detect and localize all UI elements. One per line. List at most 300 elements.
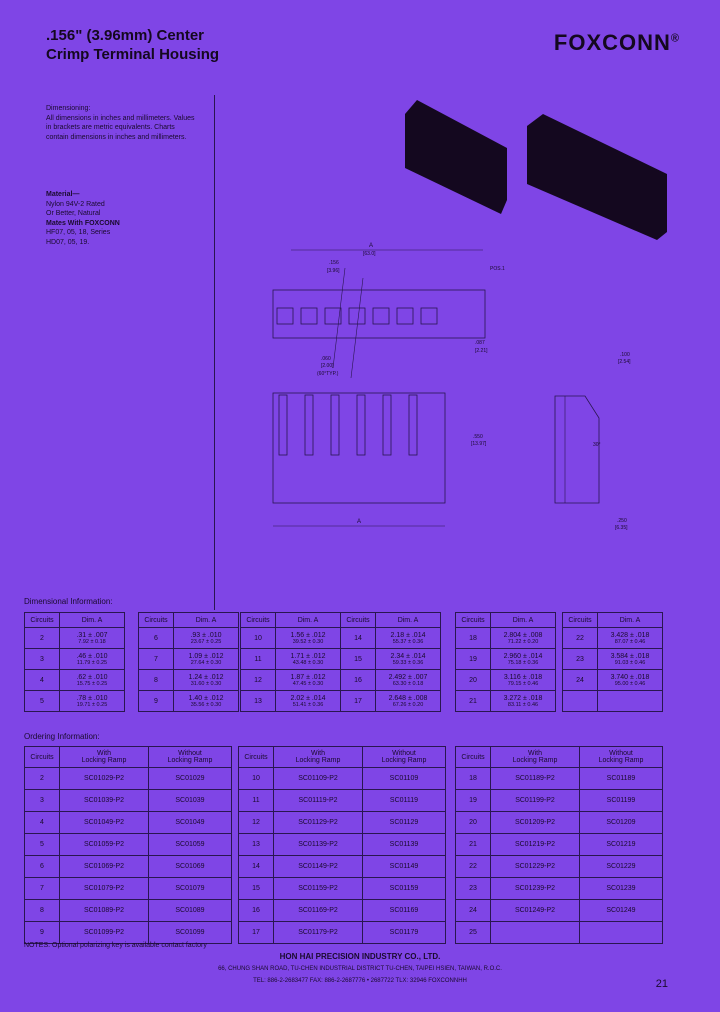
dim-mm: 27.64 ± 0.30 bbox=[190, 659, 222, 666]
ord-without-part: SC01049 bbox=[149, 812, 232, 834]
col-circuits: Circuits bbox=[239, 747, 274, 768]
dim-row bbox=[139, 670, 239, 691]
footer-notes: NOTES: Optional polarizing key is available contact factory bbox=[24, 942, 207, 949]
dim-mm: 31.60 ± 0.30 bbox=[190, 680, 222, 687]
ord-with-part: SC01169-P2 bbox=[274, 900, 363, 922]
dim-inch: 1.71 ± .012 bbox=[290, 652, 326, 660]
ord-row bbox=[456, 768, 663, 790]
dim-inch: .62 ± .010 bbox=[76, 673, 108, 681]
dim-circuit: 16 bbox=[341, 670, 376, 691]
dim-row bbox=[341, 691, 441, 712]
ord-row bbox=[239, 900, 446, 922]
company-name: HON HAI PRECISION INDUSTRY CO., LTD. bbox=[279, 952, 441, 961]
dim-mm: 63.30 ± 0.18 bbox=[392, 680, 424, 687]
dim-a-top: A bbox=[369, 243, 374, 249]
dim-mm: 35.56 ± 0.30 bbox=[190, 701, 222, 708]
ord-without-part: SC01069 bbox=[149, 856, 232, 878]
ord-circuit: 23 bbox=[456, 878, 491, 900]
dim-inch: .31 ± .007 bbox=[76, 631, 108, 639]
ord-without-part: SC01199 bbox=[580, 790, 663, 812]
ord-header-row bbox=[456, 747, 663, 768]
ord-without-part: SC01239 bbox=[580, 878, 663, 900]
dim-circuit: 10 bbox=[241, 628, 276, 649]
ord-row bbox=[25, 812, 232, 834]
ord-with-part: SC01239-P2 bbox=[491, 878, 580, 900]
dim-row bbox=[241, 628, 341, 649]
ord-without-part: SC01139 bbox=[363, 834, 446, 856]
dim-row bbox=[456, 691, 556, 712]
col-dim-a: Dim. A bbox=[491, 613, 556, 628]
dim-250-mm: [6.35] bbox=[615, 525, 628, 531]
ord-without-part: SC01079 bbox=[149, 878, 232, 900]
col-without-line2: Locking Ramp bbox=[381, 757, 427, 764]
ord-without-part: SC01159 bbox=[363, 878, 446, 900]
dim-typ: (60°TYP.) bbox=[317, 371, 339, 377]
dim-circuit: 13 bbox=[241, 691, 276, 712]
col-with-line2: Locking Ramp bbox=[81, 757, 127, 764]
ord-with-part: SC01059-P2 bbox=[60, 834, 149, 856]
dim-circuit: 11 bbox=[241, 649, 276, 670]
dim-060: .060 bbox=[321, 356, 331, 362]
dim-value bbox=[276, 691, 341, 712]
dim-value bbox=[598, 649, 663, 670]
ord-row bbox=[25, 768, 232, 790]
dim-circuit: 17 bbox=[341, 691, 376, 712]
pin-cavities bbox=[277, 308, 437, 324]
title-line-2: Crimp Terminal Housing bbox=[46, 46, 220, 63]
col-with bbox=[491, 747, 580, 768]
dim-circuit: 18 bbox=[456, 628, 491, 649]
dim-header-row bbox=[563, 613, 663, 628]
dim-circuit: 20 bbox=[456, 670, 491, 691]
dim-mm: 59.33 ± 0.36 bbox=[392, 659, 424, 666]
page-title bbox=[46, 26, 219, 64]
ord-without-part: SC01189 bbox=[580, 768, 663, 790]
dim-value bbox=[276, 628, 341, 649]
ord-header-row bbox=[25, 747, 232, 768]
dim-mm: 47.45 ± 0.30 bbox=[292, 680, 324, 687]
ord-table bbox=[238, 746, 446, 944]
dimensioning-heading: Dimensioning: bbox=[46, 105, 91, 112]
ord-without-part: SC01219 bbox=[580, 834, 663, 856]
ord-row bbox=[239, 856, 446, 878]
dim-inch: 2.02 ± .014 bbox=[290, 694, 326, 702]
dim-250: .250 bbox=[617, 518, 627, 524]
col-with bbox=[60, 747, 149, 768]
ord-circuit: 12 bbox=[239, 812, 274, 834]
col-dim-a: Dim. A bbox=[174, 613, 239, 628]
ord-circuit: 3 bbox=[25, 790, 60, 812]
dim-value bbox=[376, 691, 441, 712]
dim-mm: 83.11 ± 0.46 bbox=[507, 701, 539, 708]
ord-row bbox=[456, 812, 663, 834]
ord-with-part: SC01119-P2 bbox=[274, 790, 363, 812]
dim-value bbox=[174, 670, 239, 691]
dim-row bbox=[25, 628, 125, 649]
dim-row bbox=[241, 649, 341, 670]
col-with-line1: With bbox=[528, 750, 542, 757]
ord-circuit: 16 bbox=[239, 900, 274, 922]
ord-row bbox=[456, 834, 663, 856]
dim-circuit: 3 bbox=[25, 649, 60, 670]
dim-circuit: 12 bbox=[241, 670, 276, 691]
dim-value bbox=[491, 649, 556, 670]
ord-circuit: 2 bbox=[25, 768, 60, 790]
col-with-line1: With bbox=[311, 750, 325, 757]
col-without-line1: Without bbox=[178, 750, 202, 757]
dim-mm: 7.92 ± 0.18 bbox=[78, 638, 106, 645]
dim-circuit: 22 bbox=[563, 628, 598, 649]
ord-with-part: SC01099-P2 bbox=[60, 922, 149, 944]
ord-row bbox=[25, 878, 232, 900]
dim-circuit: 6 bbox=[139, 628, 174, 649]
registered-mark: ® bbox=[670, 32, 680, 45]
dim-100-mm: [2.54] bbox=[618, 359, 631, 365]
dim-circuit: 23 bbox=[563, 649, 598, 670]
dim-inch: 1.09 ± .012 bbox=[188, 652, 224, 660]
ord-circuit: 19 bbox=[456, 790, 491, 812]
dim-inch: 1.56 ± .012 bbox=[290, 631, 326, 639]
dim-circuit: 8 bbox=[139, 670, 174, 691]
col-without bbox=[149, 747, 232, 768]
col-with-line2: Locking Ramp bbox=[512, 757, 558, 764]
material-text-2: Or Better, Natural bbox=[46, 210, 101, 217]
material-heading: Material— bbox=[46, 191, 80, 198]
dim-row bbox=[341, 670, 441, 691]
dim-inch: 2.804 ± .008 bbox=[503, 631, 543, 639]
company-contact: TEL: 886-2-2683477 FAX: 886-2-2687776 • 2687722 TLX: 32946 FOXCONNHH bbox=[253, 978, 467, 984]
ord-with-part: SC01209-P2 bbox=[491, 812, 580, 834]
ord-without-part: SC01099 bbox=[149, 922, 232, 944]
dim-row bbox=[563, 649, 663, 670]
ord-without-part: SC01119 bbox=[363, 790, 446, 812]
dim-inch: 3.116 ± .018 bbox=[503, 673, 543, 681]
col-dim-a: Dim. A bbox=[276, 613, 341, 628]
ord-with-part: SC01109-P2 bbox=[274, 768, 363, 790]
dim-inch: 2.34 ± .014 bbox=[390, 652, 426, 660]
ord-without-part: SC01179 bbox=[363, 922, 446, 944]
ord-with-part: SC01079-P2 bbox=[60, 878, 149, 900]
column-divider bbox=[214, 95, 215, 610]
dim-mm: 15.75 ± 0.25 bbox=[76, 680, 108, 687]
col-dim-a: Dim. A bbox=[60, 613, 125, 628]
dim-value bbox=[376, 649, 441, 670]
housing-photo-right bbox=[527, 114, 667, 240]
dim-header-row bbox=[341, 613, 441, 628]
dim-angle: 30° bbox=[593, 442, 601, 448]
dim-mm: 87.07 ± 0.46 bbox=[614, 638, 646, 645]
dim-value bbox=[598, 670, 663, 691]
dim-060-mm: [2.00] bbox=[321, 363, 334, 369]
dim-mm: 55.37 ± 0.36 bbox=[392, 638, 424, 645]
ord-row bbox=[456, 878, 663, 900]
dim-circuit: 5 bbox=[25, 691, 60, 712]
mates-text-1: HF07, 05, 18, Series bbox=[46, 229, 111, 236]
dim-value bbox=[174, 691, 239, 712]
col-with-line2: Locking Ramp bbox=[295, 757, 341, 764]
ord-circuit: 13 bbox=[239, 834, 274, 856]
ord-table bbox=[455, 746, 663, 944]
dim-value bbox=[276, 670, 341, 691]
foxconn-logo bbox=[554, 30, 680, 56]
col-without bbox=[580, 747, 663, 768]
dim-mm: 67.26 ± 0.20 bbox=[392, 701, 424, 708]
dim-inch: .46 ± .010 bbox=[76, 652, 108, 660]
ord-circuit: 11 bbox=[239, 790, 274, 812]
ord-circuit: 5 bbox=[25, 834, 60, 856]
dim-inch: 2.492 ± .007 bbox=[388, 673, 428, 681]
dim-inch: 3.428 ± .018 bbox=[610, 631, 650, 639]
col-circuits: Circuits bbox=[456, 747, 491, 768]
dim-row bbox=[25, 649, 125, 670]
dim-table bbox=[24, 612, 125, 712]
ord-without-part: SC01129 bbox=[363, 812, 446, 834]
dim-value bbox=[491, 628, 556, 649]
dim-value bbox=[60, 670, 125, 691]
col-circuits: Circuits bbox=[456, 613, 491, 628]
ord-with-part: SC01069-P2 bbox=[60, 856, 149, 878]
dim-circuit: 14 bbox=[341, 628, 376, 649]
col-dim-a: Dim. A bbox=[598, 613, 663, 628]
ord-with-part: SC01139-P2 bbox=[274, 834, 363, 856]
ord-row bbox=[239, 812, 446, 834]
dim-row bbox=[241, 691, 341, 712]
dim-circuit: 9 bbox=[139, 691, 174, 712]
ord-row bbox=[25, 922, 232, 944]
ord-circuit: 18 bbox=[456, 768, 491, 790]
ord-without-part: SC01209 bbox=[580, 812, 663, 834]
ord-circuit: 4 bbox=[25, 812, 60, 834]
ord-row bbox=[456, 790, 663, 812]
dim-circuit: 24 bbox=[563, 670, 598, 691]
dim-row bbox=[563, 628, 663, 649]
dim-header-row bbox=[25, 613, 125, 628]
dim-row bbox=[341, 649, 441, 670]
ord-without-part: SC01249 bbox=[580, 900, 663, 922]
dim-value bbox=[60, 649, 125, 670]
ord-table bbox=[24, 746, 232, 944]
ord-with-part: SC01039-P2 bbox=[60, 790, 149, 812]
dim-inch: 3.272 ± .018 bbox=[503, 694, 543, 702]
dim-row bbox=[563, 691, 663, 712]
ord-with-part: SC01229-P2 bbox=[491, 856, 580, 878]
ord-with-part: SC01249-P2 bbox=[491, 900, 580, 922]
dim-inch: 1.87 ± .012 bbox=[290, 673, 326, 681]
dim-mm: 79.15 ± 0.46 bbox=[507, 680, 539, 687]
mates-heading: Mates With FOXCONN bbox=[46, 219, 120, 227]
dim-inch: 3.740 ± .018 bbox=[610, 673, 650, 681]
dim-mm: 19.71 ± 0.25 bbox=[76, 701, 108, 708]
dim-087: .087 bbox=[475, 340, 485, 346]
ord-with-part: SC01149-P2 bbox=[274, 856, 363, 878]
ord-row bbox=[25, 856, 232, 878]
dim-row bbox=[139, 691, 239, 712]
ord-without-part bbox=[580, 922, 663, 944]
dim-mm: 51.41 ± 0.36 bbox=[292, 701, 324, 708]
ord-with-part: SC01029-P2 bbox=[60, 768, 149, 790]
dim-row bbox=[139, 628, 239, 649]
dim-row bbox=[456, 628, 556, 649]
ord-with-part: SC01089-P2 bbox=[60, 900, 149, 922]
dim-087-mm: [2.21] bbox=[475, 348, 488, 354]
title-line-1: .156" (3.96mm) Center bbox=[46, 27, 205, 44]
dim-mm: 75.18 ± 0.36 bbox=[507, 659, 539, 666]
ord-circuit: 21 bbox=[456, 834, 491, 856]
ord-without-part: SC01149 bbox=[363, 856, 446, 878]
dim-row bbox=[456, 649, 556, 670]
dim-inch: 3.584 ± .018 bbox=[610, 652, 650, 660]
ord-row bbox=[239, 878, 446, 900]
dim-inch: 1.40 ± .012 bbox=[188, 694, 224, 702]
ord-with-part bbox=[491, 922, 580, 944]
dim-header-row bbox=[456, 613, 556, 628]
dim-circuit: 15 bbox=[341, 649, 376, 670]
dim-inch: .78 ± .010 bbox=[76, 694, 108, 702]
dim-row bbox=[139, 649, 239, 670]
ord-with-part: SC01219-P2 bbox=[491, 834, 580, 856]
dim-table bbox=[455, 612, 556, 712]
ord-circuit: 25 bbox=[456, 922, 491, 944]
dim-table bbox=[240, 612, 341, 712]
ord-row bbox=[239, 922, 446, 944]
ord-with-part: SC01049-P2 bbox=[60, 812, 149, 834]
dim-value bbox=[598, 691, 663, 712]
dim-mm: 91.03 ± 0.46 bbox=[614, 659, 646, 666]
brand-text: FOXCONN bbox=[553, 30, 671, 55]
dim-inch: 2.960 ± .014 bbox=[503, 652, 543, 660]
dim-header-row bbox=[241, 613, 341, 628]
col-with-line1: With bbox=[97, 750, 111, 757]
page-number: 21 bbox=[655, 978, 668, 990]
dim-table bbox=[562, 612, 663, 712]
ord-without-part: SC01039 bbox=[149, 790, 232, 812]
dim-value bbox=[174, 649, 239, 670]
company-address: 66, CHUNG SHAN ROAD, TU-CHEN INDUSTRIAL DISTRICT TU-CHEN, TAIPEI HSIEN, TAIWAN, R.O.C. bbox=[218, 966, 502, 972]
dim-a-top-mm: [63.0] bbox=[363, 251, 376, 257]
dim-circuit: 7 bbox=[139, 649, 174, 670]
ord-with-part: SC01159-P2 bbox=[274, 878, 363, 900]
ord-circuit: 24 bbox=[456, 900, 491, 922]
col-without-line2: Locking Ramp bbox=[598, 757, 644, 764]
dim-circuit: 2 bbox=[25, 628, 60, 649]
col-circuits: Circuits bbox=[341, 613, 376, 628]
dim-550-mm: [13.97] bbox=[471, 441, 487, 447]
ord-circuit: 8 bbox=[25, 900, 60, 922]
dim-row bbox=[341, 628, 441, 649]
ord-with-part: SC01199-P2 bbox=[491, 790, 580, 812]
dim-value bbox=[60, 628, 125, 649]
pos1-label: POS.1 bbox=[490, 266, 505, 272]
ord-without-part: SC01169 bbox=[363, 900, 446, 922]
ord-without-part: SC01229 bbox=[580, 856, 663, 878]
dim-inch: 2.648 ± .008 bbox=[388, 694, 428, 702]
mates-text-2: HD07, 05, 19. bbox=[46, 238, 90, 246]
ord-row bbox=[456, 922, 663, 944]
dimensioning-note bbox=[46, 104, 196, 142]
dim-value bbox=[491, 670, 556, 691]
ord-without-part: SC01059 bbox=[149, 834, 232, 856]
terminal-slots bbox=[279, 395, 417, 455]
dim-a-bottom: A bbox=[357, 519, 362, 525]
technical-drawing bbox=[265, 238, 645, 538]
dim-value bbox=[376, 628, 441, 649]
dim-circuit bbox=[563, 691, 598, 712]
dim-value bbox=[376, 670, 441, 691]
dim-mm: 11.79 ± 0.25 bbox=[76, 659, 108, 666]
ord-circuit: 17 bbox=[239, 922, 274, 944]
col-without bbox=[363, 747, 446, 768]
col-circuits: Circuits bbox=[139, 613, 174, 628]
dim-header-row bbox=[139, 613, 239, 628]
dim-circuit: 4 bbox=[25, 670, 60, 691]
ord-row bbox=[239, 834, 446, 856]
ord-info-heading: Ordering Information: bbox=[24, 732, 100, 741]
ord-row bbox=[456, 856, 663, 878]
dim-row bbox=[25, 691, 125, 712]
ord-circuit: 6 bbox=[25, 856, 60, 878]
ord-circuit: 20 bbox=[456, 812, 491, 834]
dim-inch: 1.24 ± .012 bbox=[188, 673, 224, 681]
ord-without-part: SC01109 bbox=[363, 768, 446, 790]
dim-inch: .93 ± .010 bbox=[190, 631, 222, 639]
housing-photo-left bbox=[405, 100, 507, 214]
ord-without-part: SC01029 bbox=[149, 768, 232, 790]
dim-value bbox=[491, 691, 556, 712]
dim-circuit: 21 bbox=[456, 691, 491, 712]
dim-pitch-mm: [3.96] bbox=[327, 268, 340, 274]
ord-row bbox=[25, 834, 232, 856]
dim-value bbox=[60, 691, 125, 712]
ord-header-row bbox=[239, 747, 446, 768]
material-text-1: Nylon 94V-2 Rated bbox=[46, 200, 105, 208]
dim-mm: 39.52 ± 0.30 bbox=[292, 638, 324, 645]
col-without-line1: Without bbox=[392, 750, 416, 757]
dim-mm: 95.00 ± 0.46 bbox=[614, 680, 646, 687]
dim-table bbox=[340, 612, 441, 712]
dim-value bbox=[174, 628, 239, 649]
ord-row bbox=[25, 900, 232, 922]
housing-photos bbox=[395, 100, 685, 240]
material-note bbox=[46, 190, 196, 247]
ord-with-part: SC01179-P2 bbox=[274, 922, 363, 944]
col-circuits: Circuits bbox=[563, 613, 598, 628]
dim-550: .550 bbox=[473, 434, 483, 440]
ord-row bbox=[239, 768, 446, 790]
ord-row bbox=[25, 790, 232, 812]
ord-row bbox=[239, 790, 446, 812]
dim-row bbox=[25, 670, 125, 691]
ord-with-part: SC01129-P2 bbox=[274, 812, 363, 834]
dim-info-heading: Dimensional Information: bbox=[24, 597, 113, 606]
dimensioning-text: All dimensions in inches and millimeters. Values in brackets are metric equivalents. Charts contain dimensions in inches and millimeters. bbox=[46, 114, 195, 141]
dim-inch: 2.18 ± .014 bbox=[390, 631, 426, 639]
col-dim-a: Dim. A bbox=[376, 613, 441, 628]
col-with bbox=[274, 747, 363, 768]
dim-value bbox=[276, 649, 341, 670]
ord-circuit: 15 bbox=[239, 878, 274, 900]
dim-pitch: .156 bbox=[329, 260, 339, 266]
ord-circuit: 10 bbox=[239, 768, 274, 790]
dim-mm: 23.67 ± 0.25 bbox=[190, 638, 222, 645]
col-without-line1: Without bbox=[609, 750, 633, 757]
dim-100: .100 bbox=[620, 352, 630, 358]
col-without-line2: Locking Ramp bbox=[167, 757, 213, 764]
ord-circuit: 22 bbox=[456, 856, 491, 878]
ord-circuit: 7 bbox=[25, 878, 60, 900]
dim-circuit: 19 bbox=[456, 649, 491, 670]
ord-with-part: SC01189-P2 bbox=[491, 768, 580, 790]
dim-value bbox=[598, 628, 663, 649]
